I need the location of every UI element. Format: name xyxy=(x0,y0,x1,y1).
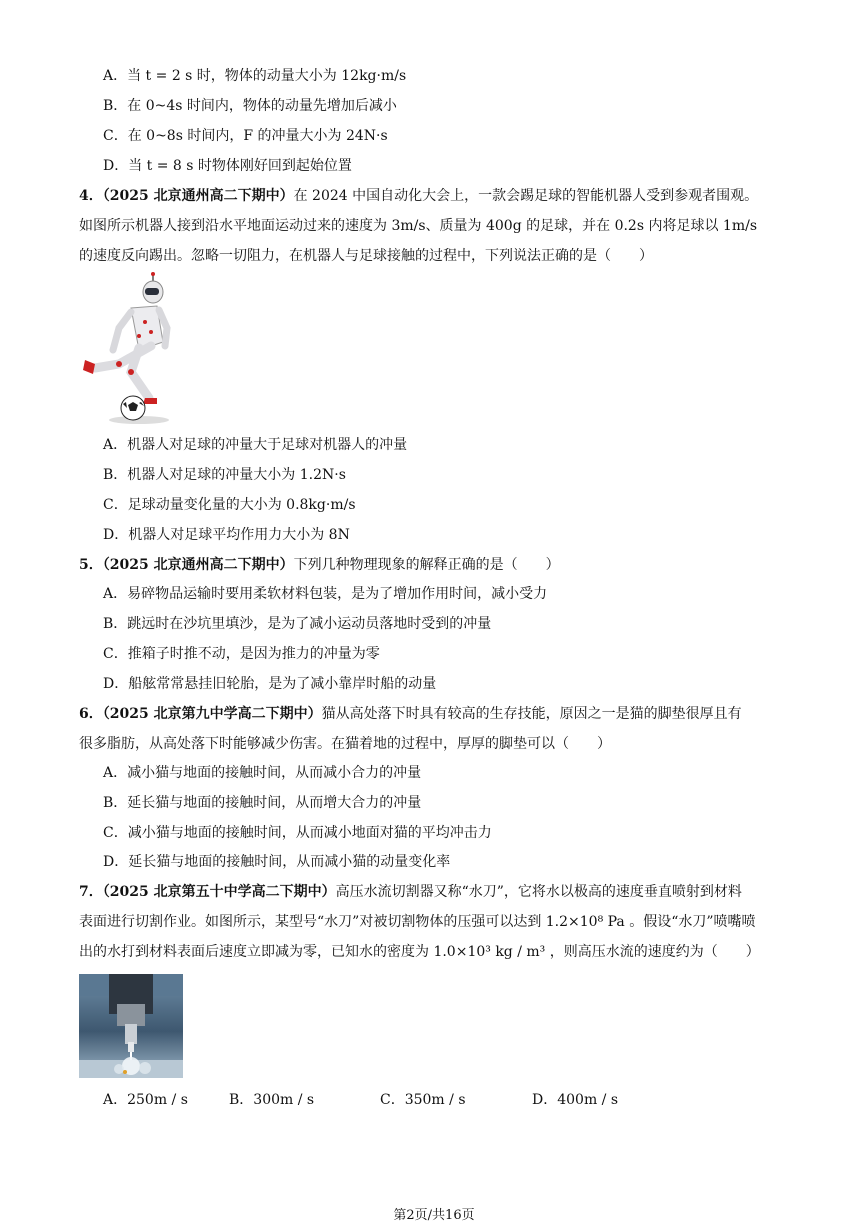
q4-option-a: A．机器人对足球的冲量大于足球对机器人的冲量 xyxy=(103,437,408,453)
q7-number: 7． xyxy=(79,884,103,900)
q5-option-b: B．跳远时在沙坑里填沙，是为了减小运动员落地时受到的冲量 xyxy=(103,616,492,632)
q7-text: 高压水流切割器又称“水刀”，它将水以极高的速度垂直喷射到材料 xyxy=(335,884,742,900)
q7-option-d: D．400m / s xyxy=(532,1092,619,1108)
q7-option-a: A．250m / s xyxy=(103,1092,188,1108)
q6-stem-line-1 xyxy=(79,704,742,724)
q3-option-a: A．当 t = 2 s 时，物体的动量大小为 12kg·m/s xyxy=(103,68,407,84)
q5-text: 下列几种物理现象的解释正确的是（ ） xyxy=(293,557,560,573)
q7-stem-line-2: 表面进行切割作业。如图所示，某型号“水刀”对被切割物体的压强可以达到 1.2×10⁸ Pa 。假设“水刀”喷嘴喷 xyxy=(79,914,756,930)
q3-option-c: C．在 0~8s 时间内，F 的冲量大小为 24N·s xyxy=(103,128,388,144)
q6-option-b: B．延长猫与地面的接触时间，从而增大合力的冲量 xyxy=(103,795,422,811)
q6-option-a: A．减小猫与地面的接触时间，从而减小合力的冲量 xyxy=(103,765,422,781)
q3-option-b: B．在 0~4s 时间内，物体的动量先增加后减小 xyxy=(103,98,397,114)
q5-option-c: C．推箱子时推不动，是因为推力的冲量为零 xyxy=(103,646,380,662)
q7-stem-line-1 xyxy=(79,882,742,902)
q4-number: 4． xyxy=(79,188,103,204)
q5-option-d: D．船舷常常悬挂旧轮胎，是为了减小靠岸时船的动量 xyxy=(103,676,437,692)
q6-option-c: C．减小猫与地面的接触时间，从而减小地面对猫的平均冲击力 xyxy=(103,825,492,841)
q4-source: （2025 北京通州高二下期中） xyxy=(102,188,294,204)
q4-option-d: D．机器人对足球平均作用力大小为 8N xyxy=(103,527,350,543)
q6-stem-line-2: 很多脂肪，从高处落下时能够减少伤害。在猫着地的过程中，厚厚的脚垫可以（ ） xyxy=(79,736,611,752)
q6-number: 6． xyxy=(79,706,103,722)
q3-option-d: D．当 t = 8 s 时物体刚好回到起始位置 xyxy=(103,158,352,174)
q5-number: 5． xyxy=(79,557,103,573)
q6-source: （2025 北京第九中学高二下期中） xyxy=(102,706,322,722)
q5-stem-line-1 xyxy=(79,555,560,575)
q6-option-d: D．延长猫与地面的接触时间，从而减小猫的动量变化率 xyxy=(103,854,451,870)
q7-option-c: C．350m / s xyxy=(380,1092,466,1108)
q7-source: （2025 北京第五十中学高二下期中） xyxy=(102,884,336,900)
q5-source: （2025 北京通州高二下期中） xyxy=(102,557,294,573)
q7-options-row xyxy=(103,1090,703,1110)
robot-kicking-ball-image xyxy=(79,272,171,424)
q7-option-b: B．300m / s xyxy=(229,1092,315,1108)
q4-stem-line-1 xyxy=(79,186,758,206)
q4-text: 在 2024 中国自动化大会上，一款会踢足球的智能机器人受到参观者围观。 xyxy=(293,188,759,204)
q4-option-b: B．机器人对足球的冲量大小为 1.2N·s xyxy=(103,467,346,483)
page-footer: 第2页/共16页 xyxy=(393,1208,475,1223)
q7-stem-line-3: 出的水打到材料表面后速度立即减为零，已知水的密度为 1.0×10³ kg / m³ ，则高压水流的速度约为（ ） xyxy=(79,944,760,960)
q4-stem-line-2: 如图所示机器人接到沿水平地面运动过来的速度为 3m/s、质量为 400g 的足球，并在 0.2s 内将足球以 1m/s xyxy=(79,218,757,234)
q6-text: 猫从高处落下时具有较高的生存技能，原因之一是猫的脚垫很厚且有 xyxy=(321,706,742,722)
q4-option-c: C．足球动量变化量的大小为 0.8kg·m/s xyxy=(103,497,356,513)
q5-option-a: A．易碎物品运输时要用柔软材料包装，是为了增加作用时间，减小受力 xyxy=(103,586,548,602)
q4-stem-line-3: 的速度反向踢出。忽略一切阻力，在机器人与足球接触的过程中，下列说法正确的是（ ） xyxy=(79,248,653,264)
water-jet-cutter-image xyxy=(79,974,183,1078)
